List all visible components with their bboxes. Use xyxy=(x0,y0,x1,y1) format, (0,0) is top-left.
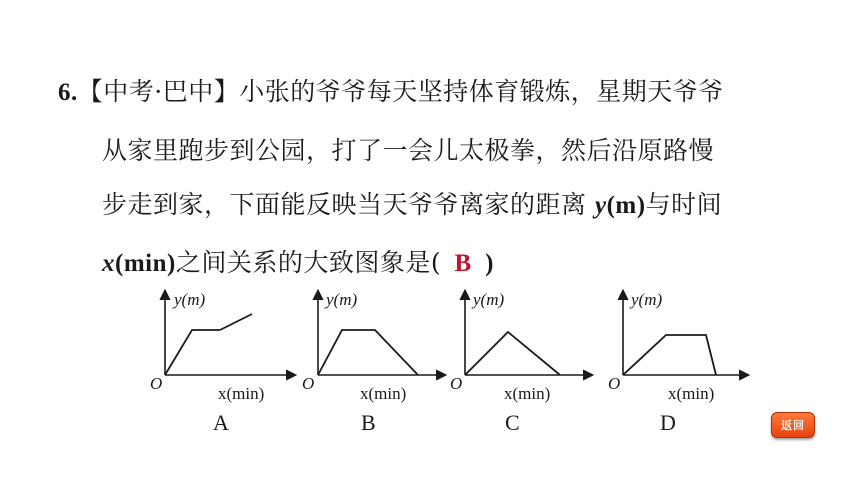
y-axis-label: y(m) xyxy=(631,290,663,309)
graph-b-curve xyxy=(318,330,418,375)
graph-a-rising-segment xyxy=(220,314,252,330)
question-text-3: 步走到家，下面能反映当天爷爷离家的距离 xyxy=(102,190,587,219)
close-paren: ) xyxy=(485,250,494,277)
x-axis-label: x(min) xyxy=(504,384,551,403)
unit-m: (m) xyxy=(606,192,646,219)
origin-label: O xyxy=(150,374,163,393)
unit-min: (min) xyxy=(115,250,176,277)
graph-b xyxy=(290,285,450,410)
graph-c xyxy=(440,285,600,410)
question-text-3b: 与时间 xyxy=(645,190,723,219)
origin-label: O xyxy=(302,374,315,393)
answer-choice: B xyxy=(454,250,472,277)
var-x: x xyxy=(102,250,115,277)
question-source: 【中考·巴中】 xyxy=(77,77,240,106)
question-text-1: 小张的爷爷每天坚持体育锻炼，星期天爷爷 xyxy=(239,77,724,106)
option-d-label: D xyxy=(660,410,676,435)
option-b-label: B xyxy=(361,410,376,435)
graph-a xyxy=(140,285,300,410)
question-line-3 xyxy=(102,185,722,221)
graph-c-curve xyxy=(465,332,560,375)
graph-d xyxy=(596,285,756,410)
option-a-label: A xyxy=(213,410,229,435)
question-number: 6. xyxy=(58,79,78,106)
question-line-2 xyxy=(102,131,714,167)
graph-a-curve xyxy=(165,330,220,375)
y-axis-label: y(m) xyxy=(326,290,358,309)
x-axis-label: x(min) xyxy=(218,384,265,403)
var-y: y xyxy=(594,192,607,219)
graph-d-curve xyxy=(623,335,716,375)
y-axis-label: y(m) xyxy=(473,290,505,309)
y-axis-label: y(m) xyxy=(174,290,206,309)
back-button[interactable]: 返回 xyxy=(771,412,815,438)
question-line-4 xyxy=(102,243,494,279)
question-text-2: 从家里跑步到公园，打了一会儿太极拳，然后沿原路慢 xyxy=(102,136,715,165)
option-c-label: C xyxy=(505,410,520,435)
x-axis-label: x(min) xyxy=(668,384,715,403)
origin-label: O xyxy=(450,374,463,393)
origin-label: O xyxy=(608,374,621,393)
question-text-4: 之间关系的大致图象是( xyxy=(175,248,442,277)
question-line-1 xyxy=(58,72,724,108)
x-axis-label: x(min) xyxy=(360,384,407,403)
